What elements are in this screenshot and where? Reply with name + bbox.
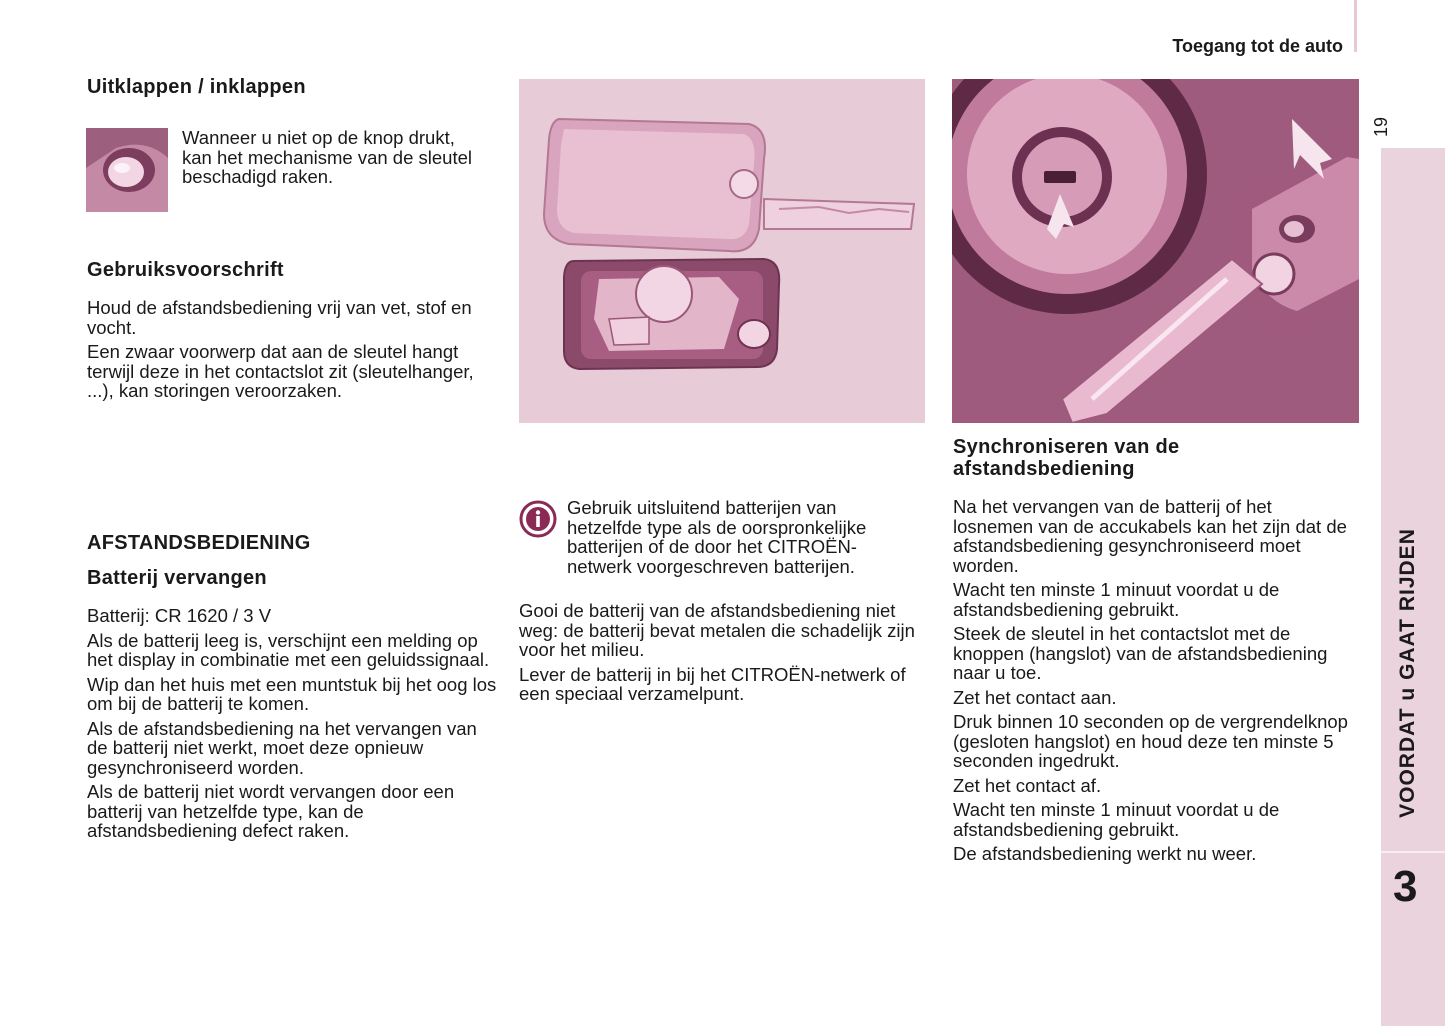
battery-paragraph-3: Wip dan het huis met een muntstuk bij het oog los om bij de batterij te komen. — [87, 673, 497, 714]
battery-paragraph-4: Als de afstandsbediening na het vervangen van de batterij niet werkt, moet deze opnieuw gesynchroniseerd worden. — [87, 717, 477, 778]
remote-heading: AFSTANDSBEDIENING — [87, 532, 311, 554]
ignition-key-image — [952, 79, 1359, 423]
side-tab-divider — [1381, 851, 1445, 853]
disposal-section — [519, 601, 929, 709]
chapter-vertical-title-wrap — [1388, 505, 1428, 840]
usage-section — [87, 298, 497, 406]
sync-paragraph-2: Wacht ten minste 1 minuut voordat u de afstandsbediening gebruikt. — [953, 579, 1280, 620]
chapter-number: 3 — [1393, 862, 1418, 911]
open-key-illustration — [519, 79, 925, 423]
sync-section — [953, 497, 1348, 869]
header-divider — [1354, 0, 1357, 52]
sync-paragraph-1: Na het vervangen van de batterij of het losnemen van de accukabels kan het zijn dat de afstandsbediening gesynchroniseerd moet worden. — [953, 496, 1347, 576]
sync-paragraph-3: Steek de sleutel in het contactslot met de knoppen (hangslot) van de afstandsbediening naar u toe. — [953, 623, 1328, 683]
sync-paragraph-8: De afstandsbediening werkt nu weer. — [953, 843, 1257, 864]
fold-heading: Uitklappen / inklappen — [87, 76, 306, 98]
sync-paragraph-7: Wacht ten minste 1 minuut voordat u de afstandsbediening gebruikt. — [953, 799, 1280, 840]
key-button-thumbnail — [86, 128, 168, 212]
page-header-title: Toegang tot de auto — [1172, 36, 1343, 56]
sync-paragraph-6: Zet het contact af. — [953, 774, 1102, 796]
disposal-paragraph-1: Gooi de batterij van de afstandsbediening niet weg: de batterij bevat metalen die schadelijk zijn voor het milieu. — [519, 600, 915, 660]
disposal-paragraph-2: Lever de batterij in bij het CITROËN-netwerk of een speciaal verzamelpunt. — [519, 663, 906, 704]
usage-paragraph-2: Een zwaar voorwerp dat aan de sleutel hangt terwijl deze in het contactslot zit (sleutelhanger, ...), kan storingen veroorzaken. — [87, 341, 474, 401]
usage-paragraph-1: Houd de afstandsbediening vrij van vet, stof en vocht. — [87, 297, 472, 338]
usage-heading: Gebruiksvoorschrift — [87, 259, 284, 281]
battery-section — [87, 606, 497, 846]
key-button-illustration — [86, 128, 168, 212]
battery-paragraph-1: Batterij: CR 1620 / 3 V — [87, 605, 272, 626]
battery-heading: Batterij vervangen — [87, 567, 267, 589]
info-icon — [519, 500, 557, 538]
fold-text: Wanneer u niet op de knop drukt, kan het mechanisme van de sleutel beschadigd raken. — [182, 127, 473, 187]
ignition-key-illustration — [952, 79, 1359, 423]
open-key-image — [519, 79, 925, 423]
sync-paragraph-5: Druk binnen 10 seconden op de vergrendelknop (gesloten hangslot) en houd deze ten minste 5 seconden ingedrukt. — [953, 711, 1348, 771]
battery-paragraph-5: Als de batterij niet wordt vervangen door een batterij van hetzelfde type, kan de afstandsbediening defect raken. — [87, 781, 455, 841]
sync-paragraph-4: Zet het contact aan. — [953, 686, 1117, 708]
page-number: 19 — [1371, 116, 1391, 137]
sync-heading: Synchroniseren van de afstandsbediening — [953, 436, 1180, 480]
battery-paragraph-2: Als de batterij leeg is, verschijnt een melding op het display in combinatie met een geluidssignaal. — [87, 629, 490, 670]
info-note-text: Gebruik uitsluitend batterijen van hetzelfde type als de oorspronkelijke batterijen of de door het CITROËN-netwerk voorgeschreven batterijen. — [567, 497, 867, 577]
chapter-vertical-title: VOORDAT u GAAT RIJDEN — [1396, 527, 1419, 818]
